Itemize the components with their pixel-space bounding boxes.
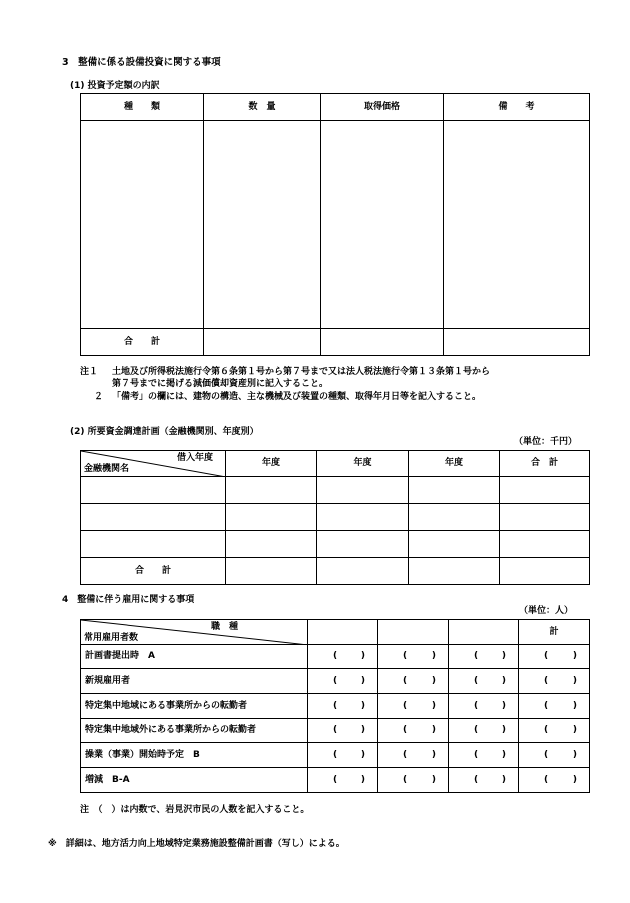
investment-table: [80, 93, 590, 356]
row-label-transfer-outside: 特定集中地域外にある事業所からの転勤者: [81, 719, 308, 743]
amount-cell[interactable]: [409, 477, 500, 504]
count-cell[interactable]: ( ): [449, 743, 519, 768]
section3-title: 3 整備に係る設備投資に関する事項: [62, 57, 221, 68]
bank-name-cell[interactable]: [81, 531, 226, 558]
count-cell[interactable]: ( ): [378, 694, 449, 719]
funding-table: [80, 450, 590, 585]
funding-total-label: 合 計: [81, 558, 226, 585]
year-header-2: 年度: [317, 451, 409, 477]
count-cell[interactable]: ( ): [378, 645, 449, 669]
section4-title: 4 整備に伴う雇用に関する事項: [62, 595, 195, 605]
note1-prefix: 注１: [80, 367, 99, 377]
note2-text: 「備考」の欄には、建物の構造、主な機械及び装置の種類、取得年月日等を記入すること。: [112, 392, 482, 402]
row-label-transfer-inside: 特定集中地域にある事業所からの転勤者: [81, 694, 308, 719]
count-cell[interactable]: ( ): [308, 719, 378, 743]
count-cell[interactable]: ( ): [519, 645, 590, 669]
type-cell[interactable]: [81, 121, 204, 329]
funding-unit: （単位：千円）: [514, 437, 578, 447]
job-type-header[interactable]: [308, 620, 378, 645]
amount-cell[interactable]: [500, 477, 590, 504]
row-label-operation-start: 操業（事業）開始時予定 B: [81, 743, 308, 768]
header-type: 種 類: [81, 94, 204, 121]
bank-name-cell[interactable]: [81, 504, 226, 531]
employment-unit: （単位：人）: [519, 606, 574, 616]
count-cell[interactable]: ( ): [519, 743, 590, 768]
footer-note: ※ 詳細は、地方活力向上地域特定業務施設整備計画書（写し）による。: [48, 839, 345, 849]
employment-corner-cell: [81, 620, 308, 645]
amount-cell[interactable]: [226, 504, 317, 531]
row-label-new-hires: 新規雇用者: [81, 669, 308, 694]
count-cell[interactable]: ( ): [378, 743, 449, 768]
corner-job-label: 職 種: [211, 622, 239, 632]
total-header: 計: [519, 620, 590, 645]
amount-cell[interactable]: [409, 558, 500, 585]
year-header-1: 年度: [226, 451, 317, 477]
amount-cell[interactable]: [500, 504, 590, 531]
amount-cell[interactable]: [226, 477, 317, 504]
count-cell[interactable]: ( ): [449, 669, 519, 694]
amount-cell[interactable]: [317, 504, 409, 531]
count-cell[interactable]: ( ): [308, 694, 378, 719]
amount-cell[interactable]: [226, 531, 317, 558]
total-quantity-cell[interactable]: [204, 329, 321, 356]
note1-line1: 土地及び所得税法施行令第６条第１号から第７号まで又は法人税法施行令第１３条第１号から: [112, 367, 491, 377]
employment-table: [80, 619, 590, 793]
count-cell[interactable]: ( ): [449, 694, 519, 719]
count-cell[interactable]: ( ): [378, 768, 449, 793]
amount-cell[interactable]: [317, 477, 409, 504]
price-cell[interactable]: [321, 121, 444, 329]
amount-cell[interactable]: [409, 531, 500, 558]
header-quantity: 数 量: [204, 94, 321, 121]
amount-cell[interactable]: [409, 504, 500, 531]
count-cell[interactable]: ( ): [308, 768, 378, 793]
total-label: 合 計: [81, 329, 204, 356]
total-remarks-cell[interactable]: [444, 329, 590, 356]
remarks-cell[interactable]: [444, 121, 590, 329]
job-type-header[interactable]: [378, 620, 449, 645]
total-header: 合 計: [500, 451, 590, 477]
section3-sub2-title: (2) 所要資金調達計画（金融機関別、年度別）: [70, 427, 259, 437]
employment-note: 注 （ ）は内数で、岩見沢市民の人数を記入すること。: [80, 805, 310, 815]
count-cell[interactable]: ( ): [519, 719, 590, 743]
amount-cell[interactable]: [500, 558, 590, 585]
amount-cell[interactable]: [226, 558, 317, 585]
corner-year-label: 借入年度: [176, 453, 213, 463]
count-cell[interactable]: ( ): [519, 669, 590, 694]
funding-corner-cell: [81, 451, 226, 477]
count-cell[interactable]: ( ): [449, 768, 519, 793]
bank-name-cell[interactable]: [81, 477, 226, 504]
count-cell[interactable]: ( ): [308, 645, 378, 669]
count-cell[interactable]: ( ): [308, 743, 378, 768]
count-cell[interactable]: ( ): [519, 694, 590, 719]
count-cell[interactable]: ( ): [378, 719, 449, 743]
corner-bank-label: 金融機関名: [84, 464, 130, 474]
count-cell[interactable]: ( ): [519, 768, 590, 793]
count-cell[interactable]: ( ): [449, 719, 519, 743]
amount-cell[interactable]: [317, 531, 409, 558]
count-cell[interactable]: ( ): [449, 645, 519, 669]
job-type-header[interactable]: [449, 620, 519, 645]
count-cell[interactable]: ( ): [308, 669, 378, 694]
amount-cell[interactable]: [500, 531, 590, 558]
total-price-cell[interactable]: [321, 329, 444, 356]
header-remarks: 備 考: [444, 94, 590, 121]
row-label-plan-submission: 計画書提出時 A: [81, 645, 308, 669]
row-label-change: 増減 B-A: [81, 768, 308, 793]
header-acquisition-price: 取得価格: [321, 94, 444, 121]
year-header-3: 年度: [409, 451, 500, 477]
note1-line2: 第７号までに掲げる減価償却資産別に記入すること。: [112, 379, 329, 389]
section3-sub1-title: (1) 投資予定額の内訳: [70, 81, 160, 91]
note2-prefix: ２: [94, 392, 104, 402]
amount-cell[interactable]: [317, 558, 409, 585]
count-cell[interactable]: ( ): [378, 669, 449, 694]
corner-employee-label: 常用雇用者数: [84, 633, 139, 643]
quantity-cell[interactable]: [204, 121, 321, 329]
